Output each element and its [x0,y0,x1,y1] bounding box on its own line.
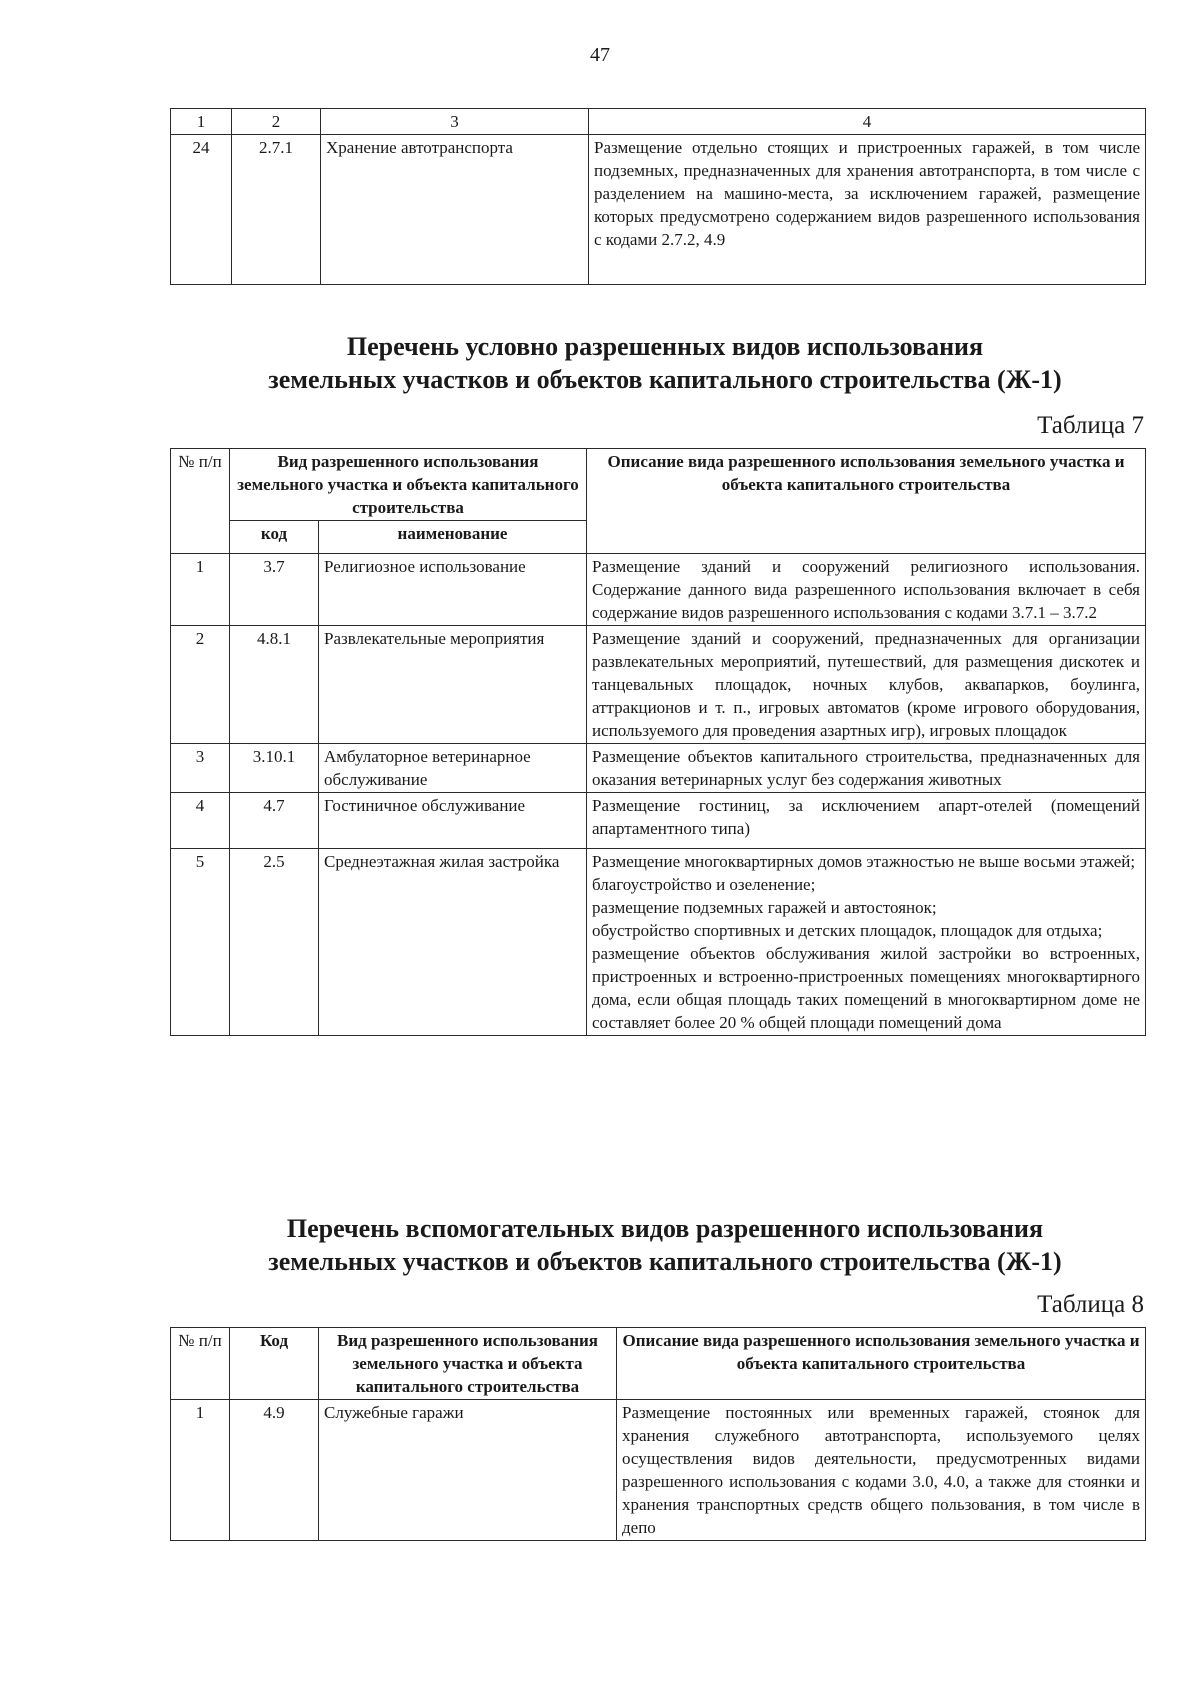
table-header-row [171,1328,1146,1400]
row-code: 2.7.1 [232,135,321,285]
header-description: Описание вида разрешенного использования земельного участка и объекта капитального строительства [587,449,1146,554]
table-row [171,626,1146,744]
table-row [171,744,1146,793]
continued-table-header-row [171,109,1146,135]
auxiliary-uses-table [170,1327,1146,1541]
row-number: 3 [171,744,230,793]
description-line: размещение объектов обслуживания жилой застройки во встроенных, пристроенных и встроенно-пристроенных помещениях многоквартирного дома, если общая площадь таких помещений в многоквартирном доме не составляет более 20 % общей площади помещений дома [592,944,1140,1032]
header-description: Описание вида разрешенного использования земельного участка и объекта капитального строительства [617,1328,1146,1400]
row-description [587,849,1146,1036]
auxiliary-heading-line1: Перечень вспомогательных видов разрешенного использования [286,1214,1044,1243]
table-row [171,135,1146,285]
header-name: наименование [319,521,587,554]
row-number: 4 [171,793,230,849]
continued-table [170,108,1146,285]
table-header-row [171,449,1146,521]
row-name: Развлекательные мероприятия [319,626,587,744]
row-number: 2 [171,626,230,744]
table-row [171,793,1146,849]
description-line: благоустройство и озеленение; [592,875,816,894]
description-line: обустройство спортивных и детских площадок, площадок для отдыха; [592,921,1103,940]
auxiliary-heading [0,1212,1200,1278]
col-number-2: 2 [232,109,321,135]
header-kind: Вид разрешенного использования земельного участка и объекта капитального строительства [319,1328,617,1400]
table-row [171,849,1146,1036]
header-number: № п/п [171,449,230,554]
row-name: Среднеэтажная жилая застройка [319,849,587,1036]
row-description: Размещение гостиниц, за исключением апарт-отелей (помещений апартаментного типа) [587,793,1146,849]
row-code: 3.7 [230,554,319,626]
col-number-3: 3 [321,109,589,135]
row-name: Гостиничное обслуживание [319,793,587,849]
row-number: 1 [171,1400,230,1541]
row-description: Размещение зданий и сооружений религиозного использования. Содержание данного вида разрешенного использования включает в себя содержание видов разрешенного использования с кодами 3.7.1 – 3.7.2 [587,554,1146,626]
row-number: 24 [171,135,232,285]
table-7-label: Таблица 7 [1037,412,1144,439]
row-code: 4.7 [230,793,319,849]
row-description: Размещение постоянных или временных гаражей, стоянок для хранения служебного автотранспорта, используемого целях осуществления видов деятельности, предусмотренных видами разрешенного использования с кодами 3.0, 4.0, а также для стоянки и хранения транспортных средств общего пользования, в том числе в депо [617,1400,1146,1541]
auxiliary-heading-line2: земельных участков и объектов капитального строительства (Ж-1) [268,1247,1062,1276]
description-line: Размещение многоквартирных домов этажностью не выше восьми этажей; [592,852,1136,871]
table-row [171,1400,1146,1541]
description-line: размещение подземных гаражей и автостоянок; [592,898,937,917]
page-number: 47 [590,44,610,66]
row-number: 1 [171,554,230,626]
col-number-1: 1 [171,109,232,135]
row-description: Размещение объектов капитального строительства, предназначенных для оказания ветеринарных услуг без содержания животных [587,744,1146,793]
header-kind: Вид разрешенного использования земельного участка и объекта капитального строительства [230,449,587,521]
conditional-heading [0,330,1200,396]
row-description: Размещение отдельно стоящих и пристроенных гаражей, в том числе подземных, предназначенных для хранения автотранспорта, в том числе с разделением на машино-места, за исключением гаражей, размещение которых предусмотрено содержанием видов разрешенного использования с кодами 2.7.2, 4.9 [589,135,1146,285]
conditional-heading-line2: земельных участков и объектов капитального строительства (Ж-1) [268,365,1062,394]
conditional-heading-line1: Перечень условно разрешенных видов использования [346,332,984,361]
header-code: Код [230,1328,319,1400]
row-number: 5 [171,849,230,1036]
row-code: 2.5 [230,849,319,1036]
row-description: Размещение зданий и сооружений, предназначенных для организации развлекательных мероприятий, путешествий, для размещения дискотек и танцевальных площадок, ночных клубов, аквапарков, боулинга, аттракционов и т. п., игровых автоматов (кроме игрового оборудования, используемого для проведения азартных игр), игровых площадок [587,626,1146,744]
header-number: № п/п [171,1328,230,1400]
table-row [171,554,1146,626]
row-code: 3.10.1 [230,744,319,793]
row-code: 4.8.1 [230,626,319,744]
conditional-uses-table [170,448,1146,1036]
row-name: Хранение автотранспорта [321,135,589,285]
row-name: Амбулаторное ветеринарное обслуживание [319,744,587,793]
table-8-label: Таблица 8 [1037,1291,1144,1318]
col-number-4: 4 [589,109,1146,135]
row-name: Религиозное использование [319,554,587,626]
row-code: 4.9 [230,1400,319,1541]
header-code: код [230,521,319,554]
row-name: Служебные гаражи [319,1400,617,1541]
